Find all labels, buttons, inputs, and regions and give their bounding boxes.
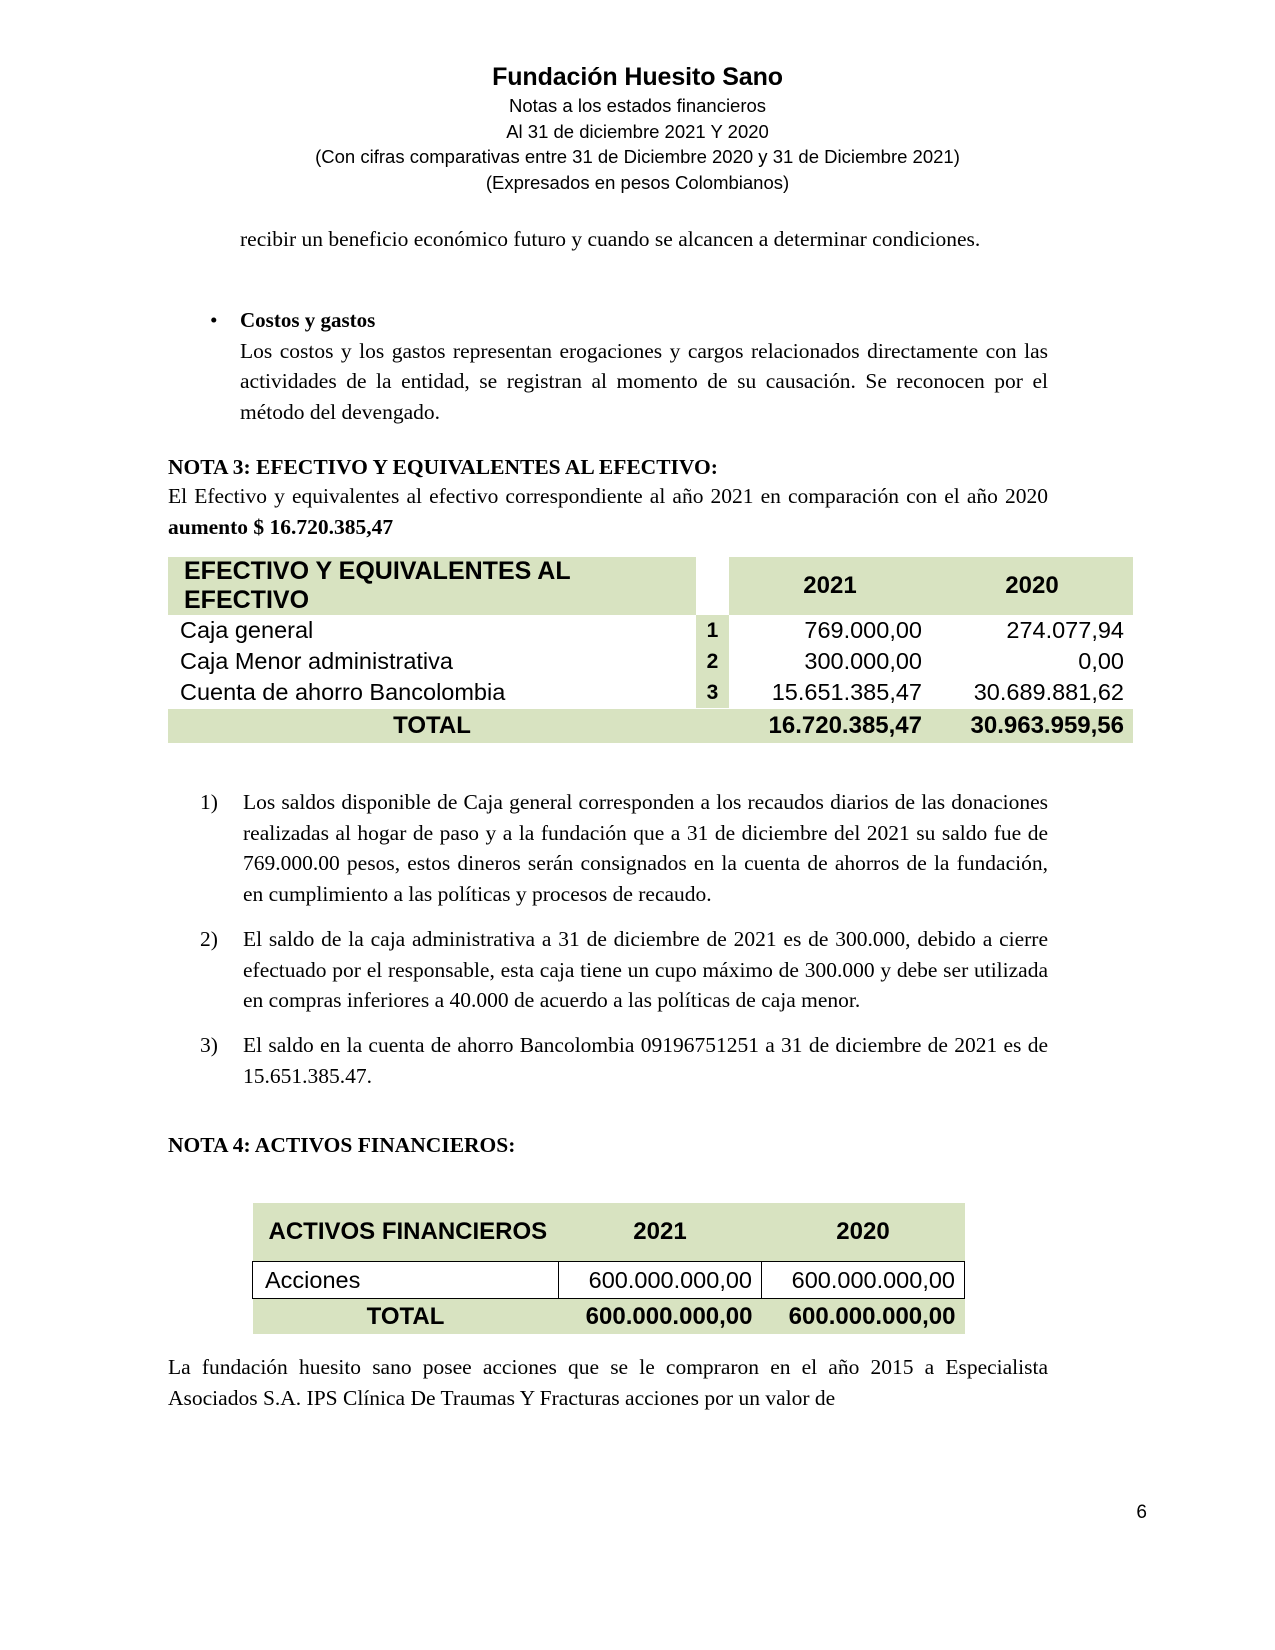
- cell-total-spacer: [696, 709, 729, 744]
- list-item-text: Los saldos disponible de Caja general corresponden a los recaudos diarios de las donaciones realizadas al hogar de paso y a la fundación que a 31 de diciembre del 2021 su saldo fue de 769.000.00 pesos, estos dineros serán consignados en la cuenta de ahorros de la fundación, en cumplimiento a las políticas y procesos de recaudo.: [243, 790, 1048, 906]
- cell-value-2020: 600.000.000,00: [762, 1262, 965, 1299]
- column-header-2021: 2021: [729, 557, 931, 615]
- intro-paragraph-block: [168, 224, 1048, 255]
- bullet-heading-row: [168, 305, 1048, 336]
- cell-total-2020: 30.963.959,56: [931, 709, 1133, 744]
- note3-intro-block: [168, 481, 1048, 542]
- list-item-text: El saldo de la caja administrativa a 31 de diciembre de 2021 es de 300.000, debido a cierre efectuado por el responsable, esta caja tiene un cupo máximo de 300.000 y debe ser utilizada en compras inferiores a 40.000 de acuerdo a las políticas de caja menor.: [243, 927, 1048, 1012]
- column-header-2021: 2021: [559, 1203, 762, 1262]
- bullet-title: Costos y gastos: [240, 308, 376, 332]
- list-item-text: El saldo en la cuenta de ahorro Bancolombia 09196751251 a 31 de diciembre de 2021 es de 15.651.385.47.: [243, 1033, 1048, 1088]
- cell-total-2021: 600.000.000,00: [559, 1299, 762, 1335]
- table-row: [168, 646, 1133, 677]
- list-item: [168, 787, 1048, 909]
- note4-heading: NOTA 4: ACTIVOS FINANCIEROS:: [168, 1132, 516, 1157]
- note3-intro-paragraph: [168, 481, 1048, 542]
- cell-value-2021: 300.000,00: [729, 646, 931, 677]
- cell-concept: Caja general: [168, 615, 696, 646]
- header-subtitle-currency: (Expresados en pesos Colombianos): [485, 171, 790, 193]
- cell-note-index: 1: [696, 615, 729, 646]
- cell-value-2021: 600.000.000,00: [559, 1262, 762, 1299]
- column-header-2020: 2020: [931, 557, 1133, 615]
- column-header-index: [696, 557, 729, 615]
- document-header: [0, 62, 1275, 195]
- header-subtitle-notes: Notas a los estados financieros: [508, 95, 767, 116]
- cell-note-index: 2: [696, 646, 729, 677]
- column-header-concept: ACTIVOS FINANCIEROS: [253, 1203, 559, 1262]
- table-row: [168, 615, 1133, 646]
- closing-paragraph: La fundación huesito sano posee acciones que se le compraron en el año 2015 a Especialista Asociados S.A. IPS Clínica De Traumas Y Fracturas acciones por un valor de: [168, 1355, 1048, 1410]
- cell-concept: Cuenta de ahorro Bancolombia: [168, 677, 696, 709]
- header-subtitle-comparative: (Con cifras comparativas entre 31 de Diciembre 2020 y 31 de Diciembre 2021): [315, 146, 960, 167]
- table-activos-financieros: [252, 1203, 965, 1334]
- organization-title: Fundación Huesito Sano: [492, 63, 783, 91]
- column-header-concept: EFECTIVO Y EQUIVALENTES AL EFECTIVO: [168, 557, 686, 615]
- bullet-costos-y-gastos: [168, 305, 1048, 427]
- table-row: [253, 1262, 965, 1299]
- table-efectivo-equivalentes: [168, 557, 1133, 743]
- cell-total-2021: 16.720.385,47: [729, 709, 931, 744]
- numbered-note-2: [168, 924, 1048, 1016]
- table-row-header: [253, 1203, 965, 1262]
- cell-value-2020: 0,00: [931, 646, 1133, 677]
- list-item-marker: 3): [200, 1033, 218, 1057]
- column-header-2020: 2020: [762, 1203, 965, 1262]
- note4-heading-block: [168, 1108, 1048, 1182]
- column-header-spacer: [686, 557, 696, 615]
- numbered-note-3: [168, 1030, 1048, 1091]
- cell-total-label: TOTAL: [253, 1299, 559, 1335]
- cell-value-2020: 274.077,94: [931, 615, 1133, 646]
- table-row-total: [168, 709, 1133, 744]
- note3-intro-text: El Efectivo y equivalentes al efectivo correspondiente al año 2021 en comparación con el año 2020: [168, 484, 1048, 508]
- list-item: [168, 924, 1048, 1016]
- cell-value-2021: 15.651.385,47: [729, 677, 931, 709]
- cell-note-index: 3: [696, 677, 729, 709]
- cell-value-2020: 30.689.881,62: [931, 677, 1133, 709]
- cell-total-label: TOTAL: [168, 709, 696, 744]
- note3-heading: NOTA 3: EFECTIVO Y EQUIVALENTES AL EFECTIVO:: [168, 454, 718, 479]
- bullet-point-icon: •: [210, 308, 218, 332]
- list-item: [168, 1030, 1048, 1091]
- cell-concept: Acciones: [253, 1262, 559, 1299]
- page-number: 6: [1136, 1502, 1147, 1523]
- cell-total-2020: 600.000.000,00: [762, 1299, 965, 1335]
- list-item-marker: 1): [200, 790, 218, 814]
- table-row: [168, 677, 1133, 709]
- list-item-marker: 2): [200, 927, 218, 951]
- cell-concept: Caja Menor administrativa: [168, 646, 696, 677]
- header-subtitle-period: Al 31 de diciembre 2021 Y 2020: [506, 120, 769, 142]
- cell-value-2021: 769.000,00: [729, 615, 931, 646]
- note3-intro-amount: aumento $ 16.720.385,47: [168, 514, 394, 539]
- table-row-total: [253, 1299, 965, 1335]
- numbered-note-1: [168, 787, 1048, 909]
- table-row-header: [168, 557, 1133, 615]
- intro-paragraph: recibir un beneficio económico futuro y cuando se alcancen a determinar condiciones.: [240, 227, 981, 251]
- bullet-body-text: Los costos y los gastos representan erogaciones y cargos relacionados directamente con las actividades de la entidad, se registran al momento de su causación. Se reconocen por el método del devengado.: [240, 338, 1048, 424]
- closing-paragraph-block: [168, 1352, 1048, 1413]
